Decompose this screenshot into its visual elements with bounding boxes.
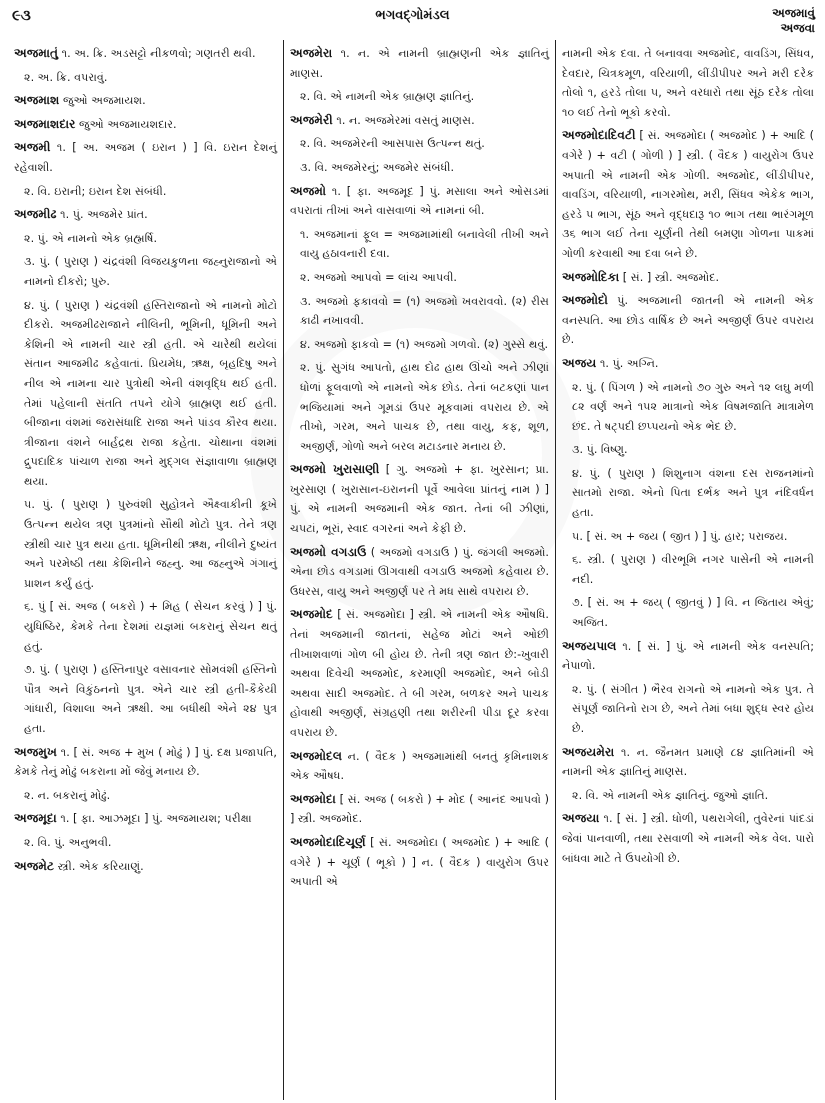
entry-headword: અજમોદાદિવટી — [562, 128, 636, 143]
sense-text: ૩. વિ. અજમેરનું; અજમેર સંબંધી. — [300, 160, 455, 174]
running-title: ભગવદ્ગોમંડલ — [375, 8, 450, 23]
entry-sense — [562, 464, 814, 523]
page-number: ૯૩ — [12, 6, 31, 24]
entry-headword: અજમૂદા — [14, 811, 57, 826]
dictionary-entry — [290, 833, 549, 892]
sense-text: ૧. અ. ક્રિ. અડસટ્ટો નીકળવો; ગણતરી થવી. — [61, 47, 256, 60]
sense-text: ૨. અ. ક્રિ. વપરાવું. — [24, 70, 108, 84]
entry-headword: અજમો ખુરાસાણી — [290, 462, 380, 477]
column-3 — [556, 40, 820, 1100]
sense-text: ૧. પું. અગ્નિ. — [599, 356, 659, 370]
dictionary-entry — [290, 44, 549, 83]
entry-headword: અજમેરા — [290, 46, 333, 60]
dictionary-entry — [290, 182, 549, 221]
sense-text: ૨. પું. એ નામનો એક બ્રહ્મર્ષિ. — [24, 231, 158, 245]
sense-text: ૫. પું. ( પુરાણ ) પુરુવંશી સુહોત્રને ઐક્ષ્વાકીની કૂખે ઉત્પન્ન થયેલ ત્રણ પુત્રમાંનો સૌથી મોટો પુત્ર. તેને ત્રણ સ્ત્રીથી ચાર પુત્ર થયા હતા. ધૂમિનીથી ઋક્ષ, નીલીને દુષ્યંત અને પરમેષ્ઠી તથા કેશિનીને જહ્નુ. આ જહ્નુએ ગંગાનું પ્રાશન કર્યું હતું. — [24, 498, 277, 590]
dictionary-entry — [290, 747, 549, 786]
dictionary-entry — [14, 138, 277, 177]
entry-sense — [562, 550, 814, 589]
sense-text: [ ગુ. અજમો + ફા. ખુરસાન; પ્રા. ખુરસાણ ( ખુરાસાન-ઇરાનની પૂર્વે આવેલા પ્રાંતનું નામ ) ] પું. એ નામની અજમાની એક જાત. તેનાં બી ઝીણાં, ચપટાં, ભૂરાં, સ્વાદ વગરનાં અને કેફી છે. — [290, 463, 549, 536]
dictionary-columns — [8, 40, 820, 1100]
entry-headword: અજમીઢ — [14, 207, 57, 222]
sense-text: ૩. પું. વિષ્ણુ. — [572, 443, 628, 457]
entry-sense — [562, 680, 814, 739]
dictionary-entry — [290, 543, 549, 602]
dictionary-entry — [14, 205, 277, 225]
column-2 — [284, 40, 556, 1100]
sense-text: ( અજમો વગડાઉ ) પું. જંગલી અજમો. એના છોડ વગડામાં ઊગવાથી વગડાઉ અજમો કહેવાય છે. ઉધરસ, વાયુ અને અજીર્ણ પર તે મધ સાથે વપરાય છે. — [290, 545, 549, 598]
sense-text: ૭. પું. ( પુરાણ ) હસ્તિનાપુર વસાવનાર સોમવંશી હસ્તિનો પૌત્ર અને વિકુંઠનનો પુત્ર. એને ચાર સ્ત્રી હતી-કૈકેયી ગાંધારી, વિશાલા અને ઋક્ષી. આ બધીથી એને ૨૪ પુત્ર હતા. — [24, 663, 277, 735]
entry-sense — [290, 87, 549, 107]
sense-text: ૧. [ અ. અજમ ( ઇરાન ) ] વિ. ઇરાન દેશનું રહેવાશી. — [14, 141, 278, 174]
entry-sense — [14, 229, 277, 249]
sense-text: ૧. [ સં. ] પું. એ નામની એક વનસ્પતિ; નેપાળો. — [562, 639, 815, 673]
entry-sense — [290, 292, 549, 331]
dictionary-entry — [290, 605, 549, 742]
entry-sense — [290, 358, 549, 456]
dictionary-entry — [14, 809, 277, 829]
entry-headword: અજમી — [14, 140, 51, 155]
dictionary-entry — [290, 460, 549, 538]
sense-text: ૨. અજમો આપવો = લાંચ આપવી. — [300, 270, 457, 284]
entry-headword: અજમોદાદિચૂર્ણ — [290, 834, 366, 849]
dictionary-entry — [562, 354, 814, 374]
sense-text: ૨. વિ. એ નામની એક બ્રાહ્મણ જ્ઞાતિનું. — [300, 90, 475, 104]
sense-text: ૨. વિ. પું. અનુભવી. — [24, 835, 112, 849]
sense-text: ૪. પું. ( પુરાણ ) શિશુનાગ વંશના દસ રાજનમાંનો સાતમો રાજા. એનો પિતા દર્ભક અને પુત્ર નંદિવર્ધન હતા. — [572, 466, 814, 520]
entry-headword: અજયમેરા — [562, 744, 615, 759]
dictionary-entry — [562, 126, 814, 263]
entry-headword: અજમોદ — [290, 607, 333, 622]
entry-headword: અજમાશ — [14, 93, 60, 108]
dictionary-entry — [14, 91, 277, 111]
sense-text: ૨. વિ. એ નામની એક જ્ઞાતિનું. જુઓ જ્ઞાતિ. — [572, 788, 769, 802]
sense-text: ૧. [ ફા. અજમૂદ ] પું. મસાલા અને ઓસડમાં વપરાતાં તીખાં અને વાસવાળાં એ નામનાં બી. — [290, 184, 549, 218]
entry-headword: અજમો — [290, 183, 327, 198]
sense-text: ૧. [ ફા. આઝમૂદા ] પું. અજમાયશ; પરીક્ષા — [60, 812, 252, 826]
sense-text: ૨. વિ. ઇરાની; ઇરાન દેશ સંબંધી. — [24, 184, 167, 198]
entry-sense — [14, 786, 277, 806]
dictionary-entry — [562, 637, 814, 676]
sense-text: [ સં. અજમોદા ] સ્ત્રી. એ નામની એક ઔષધિ. તેનાં અજમાની જાતનાં, સહેજ મોટાં અને ઓછી તીખાશવાળાં ગોળ બી હોય છે. તેની ત્રણ જાત છે:-ખુવારી અથવા દિવેચી અજમોદ, કરમાણી અજમોદ, અને બોડી અથવા સાદી અજમોદ. તે બી ગરમ, બળકર અને પાચક હોવાથી અજીર્ણ, સંગ્રહણી તથા શરીરની પીડા દૂર કરવા વપરાય છે. — [290, 608, 549, 739]
page-header — [0, 0, 825, 36]
entry-sense — [562, 527, 814, 547]
entry-headword: અજય — [562, 355, 597, 370]
entry-headword: અજમુખ — [14, 744, 58, 759]
sense-text: જુઓ અજમાયશદાર. — [79, 117, 177, 131]
entry-sense — [14, 597, 277, 656]
entry-headword: અજમાશદાર — [14, 116, 76, 131]
sense-text: નામની એક દવા. તે બનાવવા અજમોદ, વાવડિંગ, સિંધવ, દેવદાર, ચિત્રકમૂળ, વરિયાળી, લીંડીપીપર અને મરી દરેક તોલો ૧, હરડે તોલા ૫, અને વરધારો તથા સૂંઠ દરેક તોલા ૧૦ લઈ તેનો ભૂકો કરવો. — [562, 47, 814, 119]
entry-sense — [14, 296, 277, 492]
dictionary-entry — [562, 44, 814, 122]
entry-sense — [14, 182, 277, 202]
entry-sense — [14, 660, 277, 738]
sense-text: ૪. પું. ( પુરાણ ) ચંદ્રવંશી હસ્તિરાજાનો એ નામનો મોટો દીકરો. અજમીઢરાજાને નીલિની, ભૂમિની, ધૂમિની અને કેશિની એ નામની ચાર સ્ત્રી હતી. એ ચારેથી થયેલાં સંતાન આજમીઢ કહેવાતાં. પ્રિયમેધ, ઋક્ષ, બૃહદિષુ અને નીલ એ નામના ચાર પુત્રોથી એની વંશવૃદ્ધિ થઈ હતી. તેમાં પહેલાની સંતતિ તપને યોગે બ્રાહ્મણ થઈ હતી. બીજાના વંશમાં જરાસંધાદિ રાજા અને પાંડવ કૌરવ થયા. ત્રીજાના વંશને બાર્હદ્રથ રાજા કહેતા. ચોથાના વંશમાં દ્રુપદાદિક પાંચાળ રાજા અને મુદ્ગલ સંજ્ઞાવાળા બ્રાહ્મણ થયા. — [24, 298, 277, 488]
dictionary-entry — [14, 857, 277, 877]
column-1 — [8, 40, 284, 1100]
sense-text: [ સં. ] સ્ત્રી. અજમોદ. — [622, 270, 720, 284]
sense-text: ૧. ન. અજમેરમાં વસતું માણસ. — [336, 113, 475, 127]
entry-headword: અજમોદા — [290, 791, 336, 806]
dictionary-entry — [14, 743, 277, 782]
entry-sense — [14, 833, 277, 853]
guide-word-last: અજવા — [780, 21, 815, 35]
entry-sense — [14, 68, 277, 88]
dictionary-entry — [290, 111, 549, 131]
sense-text: [ સં. અજમોદા ( અજમોદ ) + આદિ ( વગેરે ) + વટી ( ગોળી ) ] સ્ત્રી. ( વૈદક ) વાયુરોગ ઉપર અપાતી એ નામની એક ગોળી. અજમોદ, લીંડીપીપર, વાવડિંગ, વરિયાળી, નાગરમોથ, મરી, સિંધવ એકેક ભાગ, હરડે ૫ ભાગ, સૂંઠ અને વૃદ્ધદારૂ ૧૦ ભાગ તથા ભારંગમૂળ ૩૬ ભાગ લઈ તેના ચૂર્ણની તેથી બમણા ગોળના પાકમાં ગોળી કરવાથી આ દવા બને છે. — [562, 129, 814, 260]
entry-headword: અજમોદલ — [290, 748, 343, 763]
entry-sense — [14, 252, 277, 291]
entry-headword: અજમાતું — [14, 46, 59, 60]
dictionary-entry — [14, 115, 277, 135]
sense-text: [ સં. અજમોદા ( અજમોદ ) + આદિ ( વગેરે ) + ચૂર્ણ ( ભૂકો ) ] ન. ( વૈદક ) વાયુરોગ ઉપર અપાતી એ — [290, 835, 549, 889]
dictionary-entry — [290, 790, 549, 829]
sense-text: [ સં. અજ ( બકરો ) + મોદ ( આનંદ આપવો ) ] સ્ત્રી. અજમોદ. — [290, 792, 550, 826]
entry-headword: અજમેટ — [14, 858, 55, 873]
entry-sense — [290, 158, 549, 178]
sense-text: ૩. પું. ( પુરાણ ) ચંદ્રવંશી વિજયકુળના જહ્નુરાજાનો એ નામનો દીકરો; પુરુ. — [24, 255, 277, 288]
sense-text: ૩. અજમો ફકાવવો = (૧) અજમો ખવરાવવો. (૨) રીસ કાઢી નખાવવી. — [300, 294, 549, 328]
sense-text: ૬. સ્ત્રી. ( પુરાણ ) વીરભૂમિ નગર પાસેની એ નામની નદી. — [572, 553, 814, 586]
sense-text: ૧. પું. અજમેર પ્રાંત. — [60, 208, 148, 222]
sense-text: જુઓ અજમાયશ. — [62, 94, 146, 108]
entry-sense — [14, 495, 277, 593]
sense-text: પું. અજમાની જાતની એ નામની એક વનસ્પતિ. આ છોડ વાર્ષિક છે અને અજીર્ણ ઉપર વપરાય છે. — [562, 294, 814, 347]
dictionary-entry — [562, 268, 814, 288]
sense-text: ૧. [ સં. ] સ્ત્રી. ધોળી, પથરાગેલી, તુવેરનાં પાંદડાં જેવાં પાનવાળી, તથા રસવાળી એ નામની એક વેલ. પારો બાંધવા માટે તે ઉપયોગી છે. — [562, 812, 814, 865]
sense-text: ૧. [ સં. અજ + મુખ ( મોઢું ) ] પું. દક્ષ પ્રજાપતિ, કેમકે તેનું મોઢું બકરાના મોં જેવું મનાય છે. — [14, 745, 277, 779]
sense-text: ૧. અજમાનાં ફૂલ = અજમામાંથી બનાવેલી તીખી અને વાયુ હઠાવનારી દવા. — [300, 227, 549, 261]
entry-sense — [562, 378, 814, 437]
entry-headword: અજયપાલ — [562, 638, 617, 653]
sense-text: ૬. પું [ સં. અજ ( બકરો ) + મિહ ( સેચન કરવું ) ] પું. યુધિષ્ઠિર, કેમકે તેના દેશમાં યજ્ઞમાં બકરાનું સેચન થતું હતું. — [24, 600, 277, 653]
guide-word-first: અજમાવું — [772, 6, 815, 20]
sense-text: ૧. ન. એ નામની બ્રાહ્મણની એક જ્ઞાતિનું માણસ. — [290, 47, 549, 80]
entry-sense — [290, 225, 549, 264]
sense-text: ન. ( વૈદક ) અજમામાંથી બનતું કૃમિનાશક એક ઔષધ. — [290, 749, 550, 783]
guide-words — [772, 6, 815, 36]
entry-sense — [562, 786, 814, 806]
entry-headword: અજમો વગડાઉ — [290, 544, 367, 559]
sense-text: ૫. [ સં. અ + જય ( જીત ) ] પું. હાર; પરાજય. — [572, 529, 788, 543]
sense-text: ૨. પું. ( સંગીત ) ભૈરવ રાગનો એ નામનો એક પુત્ર. તે સંપૂર્ણ જાતિનો રાગ છે, અને તેમાં બધા શુદ્ધ સ્વર હોય છે. — [572, 682, 814, 735]
dictionary-entry — [14, 44, 277, 64]
sense-text: ૭. [ સં. અ + જય્ ( જીતવું ) ] વિ. ન જિતાય એવું; અજિત. — [572, 596, 814, 630]
sense-text: ૨. ન. બકરાનું મોઢું. — [24, 788, 111, 802]
entry-sense — [562, 593, 814, 632]
entry-headword: અજમોદિકા — [562, 269, 620, 284]
sense-text: ૪. અજમો ફાકવો = (૧) અજમો ગળવો. (૨) ગુસ્સે થવું. — [300, 337, 549, 351]
dictionary-entry — [562, 809, 814, 868]
entry-sense — [290, 335, 549, 355]
dictionary-entry — [562, 291, 814, 350]
sense-text: ૨. વિ. અજમેરની આસપાસ ઉત્પન્ન થતું. — [300, 137, 485, 151]
sense-text: ૨. પું. ( પિંગળ ) એ નામનો ૭૦ ગુરુ અને ૧૨ લઘુ મળી ૮૨ વર્ણ અને ૧૫૨ માત્રાનો એક વિષમજાતિ માત્રામેળ છંદ. તે ષટ્પદી છપ્પયનો એક ભેદ છે. — [572, 380, 814, 433]
sense-text: ૨. પું. સુગંધ આપતો, હાથ દોઢ હાથ ઊંચો અને ઝીણાં ધોળાં ફૂલવાળો એ નામનો એક છોડ. તેનાં બટકણાં પાન ભજિયામાં અને ગૂમડાં ઉપર મૂકવામાં વપરાય છે. એ તીખો, ગરમ, અને પાચક છે, તથા વાયુ, કફ, શૂળ, અજીર્ણ, ગોળો અને બરલ મટાડનાર મનાય છે. — [300, 361, 549, 453]
dictionary-entry — [562, 743, 814, 782]
sense-text: ૧. ન. જૈનમત પ્રમાણે ૮૪ જ્ઞાતિમાંની એ નામની એક જ્ઞાતિનું માણસ. — [562, 745, 814, 779]
sense-text: સ્ત્રી. એક કરિયાણું. — [57, 859, 144, 873]
entry-headword: અજયા — [562, 811, 600, 826]
entry-sense — [562, 440, 814, 460]
entry-sense — [290, 134, 549, 154]
entry-headword: અજમોદો — [562, 293, 608, 308]
entry-headword: અજમેરી — [290, 112, 333, 127]
entry-sense — [290, 268, 549, 288]
